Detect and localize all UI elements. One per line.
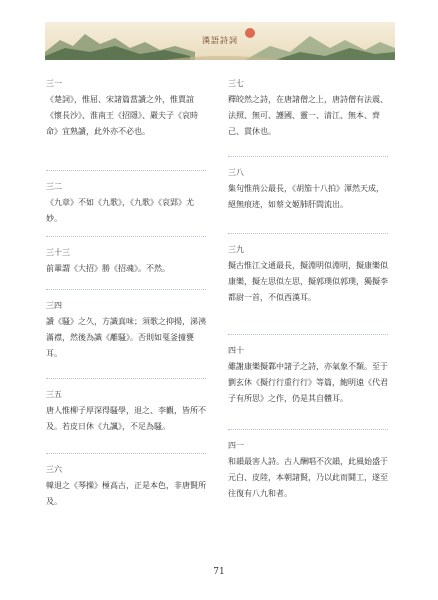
section-body: 集句惟荊公最長，《胡笳十八拍》渾然天成，絕無痕迹，如蔡文姬肺肝間流出。 bbox=[228, 184, 384, 209]
section-body: 雖謝康樂擬鄴中諸子之詩，亦氣象不類。至于劉玄休《擬行行重行行》等篇，鮑明遠《代君子有所思》之作，仍是其自體耳。 bbox=[228, 362, 388, 403]
banner-title: 漢語詩詞 bbox=[202, 36, 238, 45]
section bbox=[46, 78, 206, 170]
section-body: 唐人惟柳子厚深得騷學，退之、李觀，皆所不及。若皮日休《九諷》，不足為騷。 bbox=[46, 406, 206, 431]
left-column bbox=[46, 78, 206, 516]
section-body: 《九章》不如《九歌》，《九歌》《哀郢》尤妙。 bbox=[46, 198, 194, 223]
section-title: 三五 bbox=[46, 390, 62, 399]
section-body: 和韻最害人詩。古人酬唱不次韻，此風始盛于元白、皮陸，本朝諸賢，乃以此而鬪工，遂至往復有八九和者。 bbox=[228, 457, 388, 498]
section-body: 前輩謂《大招》勝《招魂》。不然。 bbox=[46, 264, 170, 273]
section bbox=[228, 440, 388, 524]
section-title: 三二 bbox=[46, 182, 62, 191]
page-number: 71 bbox=[213, 567, 225, 577]
section-title: 三九 bbox=[228, 245, 244, 254]
section-title: 三八 bbox=[228, 168, 244, 177]
section-title: 三七 bbox=[228, 79, 244, 88]
section-title: 三一 bbox=[46, 79, 62, 88]
section bbox=[228, 167, 388, 233]
section-title: 四一 bbox=[228, 441, 244, 450]
section bbox=[228, 244, 388, 334]
section bbox=[46, 300, 206, 378]
section-title: 三六 bbox=[46, 465, 62, 474]
section bbox=[46, 247, 206, 289]
header-banner bbox=[45, 22, 395, 60]
section-body: 《楚詞》，惟屈、宋諸篇當讀之外，惟賈誼《懷長沙》、淮南王《招隱》、嚴夫子《哀時命》宜熟讀，此外亦不必也。 bbox=[46, 95, 198, 136]
section bbox=[46, 464, 206, 516]
section bbox=[46, 389, 206, 453]
section bbox=[228, 78, 388, 156]
section-body: 擬古惟江文通最長，擬淵明似淵明，擬康樂似康樂，擬左思似左思，擬郭璞似郭璞，獨擬李都尉一首，不似西漢耳。 bbox=[228, 261, 388, 302]
section-body: 釋皎然之詩，在唐諸僧之上，唐詩僧有法震、法照、無可、護國、靈一、清江、無本、齊己、貫休也。 bbox=[228, 95, 388, 136]
section bbox=[46, 181, 206, 236]
section-body: 讀《騷》之久，方識真味；須歌之抑揚，涕洟滿襟，然後為識《離騷》。否則如戛釜撞甕耳。 bbox=[46, 317, 206, 358]
section-title: 四十 bbox=[228, 346, 244, 355]
section-body: 韓退之《琴操》極高古，正是本色，非唐賢所及。 bbox=[46, 481, 206, 506]
section bbox=[228, 345, 388, 429]
section-title: 三十三 bbox=[46, 248, 70, 257]
right-column bbox=[228, 78, 388, 524]
section-title: 三四 bbox=[46, 301, 62, 310]
